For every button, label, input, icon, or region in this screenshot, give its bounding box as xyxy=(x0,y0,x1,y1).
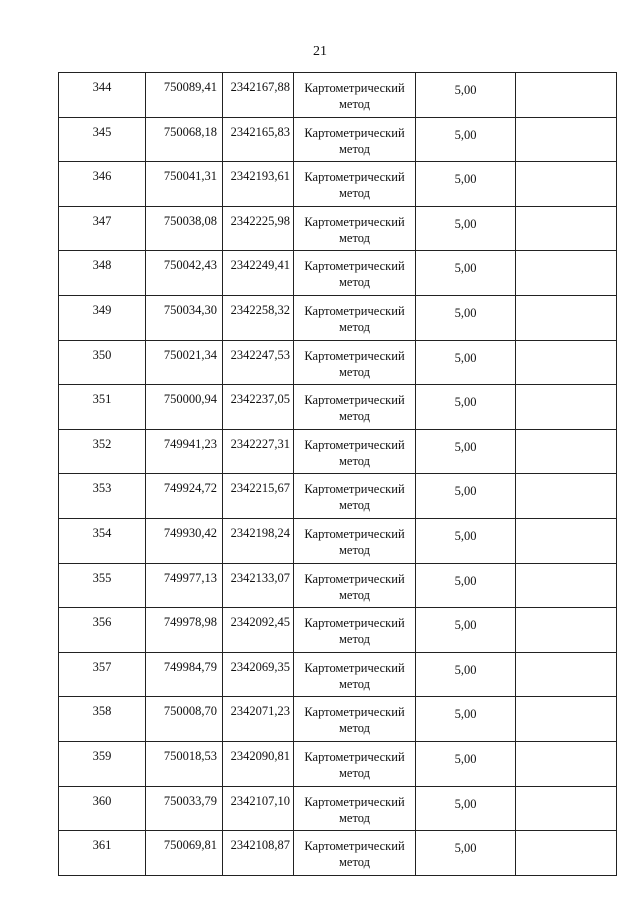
point-number-cell xyxy=(59,741,146,786)
table-row xyxy=(59,429,617,474)
method-cell xyxy=(294,697,416,742)
table-row xyxy=(59,518,617,563)
y-coordinate-cell xyxy=(223,251,294,296)
method-cell xyxy=(294,206,416,251)
x-coordinate-cell-text: 749978,98 xyxy=(163,615,217,630)
y-coordinate-cell xyxy=(223,518,294,563)
x-coordinate-cell xyxy=(146,429,223,474)
y-coordinate-cell xyxy=(223,340,294,385)
precision-cell xyxy=(416,117,516,162)
method-cell xyxy=(294,831,416,876)
x-coordinate-cell xyxy=(146,786,223,831)
x-coordinate-cell xyxy=(146,251,223,296)
x-coordinate-cell xyxy=(146,652,223,697)
x-coordinate-cell xyxy=(146,831,223,876)
y-coordinate-cell-text: 2342249,41 xyxy=(230,258,290,273)
point-number-cell-text: 348 xyxy=(92,258,112,273)
note-cell xyxy=(516,117,617,162)
y-coordinate-cell xyxy=(223,73,294,118)
table-row xyxy=(59,162,617,207)
y-coordinate-cell-text: 2342193,61 xyxy=(230,169,290,184)
y-coordinate-cell xyxy=(223,429,294,474)
y-coordinate-cell-text: 2342133,07 xyxy=(230,570,290,585)
x-coordinate-cell-text: 750021,34 xyxy=(163,347,217,362)
table-row xyxy=(59,117,617,162)
point-number-cell-text: 360 xyxy=(92,793,112,808)
y-coordinate-cell-text: 2342247,53 xyxy=(230,347,290,362)
precision-cell-text: 5,00 xyxy=(454,395,477,410)
y-coordinate-cell xyxy=(223,162,294,207)
point-number-cell xyxy=(59,474,146,519)
point-number-cell xyxy=(59,385,146,430)
table-row xyxy=(59,474,617,519)
x-coordinate-cell xyxy=(146,518,223,563)
note-cell xyxy=(516,206,617,251)
x-coordinate-cell xyxy=(146,697,223,742)
point-number-cell xyxy=(59,786,146,831)
precision-cell xyxy=(416,652,516,697)
note-cell xyxy=(516,697,617,742)
x-coordinate-cell-text: 750042,43 xyxy=(163,258,217,273)
note-cell xyxy=(516,652,617,697)
precision-cell xyxy=(416,385,516,430)
note-cell xyxy=(516,474,617,519)
method-cell xyxy=(294,474,416,519)
method-cell-text: Картометрический метод xyxy=(304,437,405,468)
method-cell-text: Картометрический метод xyxy=(304,393,405,424)
precision-cell xyxy=(416,162,516,207)
method-cell xyxy=(294,652,416,697)
point-number-cell xyxy=(59,295,146,340)
y-coordinate-cell xyxy=(223,831,294,876)
x-coordinate-cell-text: 750038,08 xyxy=(163,213,217,228)
precision-cell-text: 5,00 xyxy=(454,172,477,187)
point-number-cell-text: 358 xyxy=(92,704,112,719)
y-coordinate-cell xyxy=(223,117,294,162)
precision-cell-text: 5,00 xyxy=(454,618,477,633)
note-cell xyxy=(516,786,617,831)
x-coordinate-cell-text: 749977,13 xyxy=(163,570,217,585)
page-number: 21 xyxy=(313,44,327,59)
y-coordinate-cell-text: 2342227,31 xyxy=(230,436,290,451)
method-cell xyxy=(294,251,416,296)
x-coordinate-cell-text: 750018,53 xyxy=(163,748,217,763)
table-row xyxy=(59,251,617,296)
precision-cell xyxy=(416,563,516,608)
note-cell xyxy=(516,162,617,207)
method-cell-text: Картометрический метод xyxy=(304,125,405,156)
table-row xyxy=(59,340,617,385)
precision-cell xyxy=(416,429,516,474)
precision-cell-text: 5,00 xyxy=(454,439,477,454)
x-coordinate-cell xyxy=(146,385,223,430)
x-coordinate-cell xyxy=(146,295,223,340)
x-coordinate-cell xyxy=(146,206,223,251)
precision-cell-text: 5,00 xyxy=(454,796,477,811)
y-coordinate-cell-text: 2342215,67 xyxy=(230,481,290,496)
point-number-cell-text: 355 xyxy=(92,570,112,585)
precision-cell-text: 5,00 xyxy=(454,83,477,97)
table-row xyxy=(59,73,617,118)
precision-cell-text: 5,00 xyxy=(454,751,477,766)
y-coordinate-cell-text: 2342225,98 xyxy=(230,213,290,228)
table-row xyxy=(59,295,617,340)
point-number-cell-text: 350 xyxy=(92,347,112,362)
method-cell-text: Картометрический метод xyxy=(304,170,405,201)
x-coordinate-cell-text: 750068,18 xyxy=(163,124,217,139)
precision-cell-text: 5,00 xyxy=(454,305,477,320)
x-coordinate-cell-text: 750041,31 xyxy=(163,169,217,184)
method-cell xyxy=(294,518,416,563)
method-cell-text: Картометрический метод xyxy=(304,616,405,647)
method-cell xyxy=(294,429,416,474)
y-coordinate-cell xyxy=(223,608,294,653)
precision-cell-text: 5,00 xyxy=(454,261,477,276)
table-row xyxy=(59,786,617,831)
y-coordinate-cell xyxy=(223,697,294,742)
note-cell xyxy=(516,608,617,653)
point-number-cell-text: 354 xyxy=(92,525,112,540)
point-number-cell xyxy=(59,340,146,385)
note-cell xyxy=(516,340,617,385)
y-coordinate-cell-text: 2342258,32 xyxy=(230,302,290,317)
x-coordinate-cell xyxy=(146,608,223,653)
precision-cell xyxy=(416,786,516,831)
x-coordinate-cell xyxy=(146,741,223,786)
point-number-cell-text: 352 xyxy=(92,436,112,451)
coordinates-table-body xyxy=(59,73,617,876)
x-coordinate-cell-text: 749924,72 xyxy=(163,481,217,496)
precision-cell-text: 5,00 xyxy=(454,573,477,588)
point-number-cell-text: 349 xyxy=(92,302,112,317)
method-cell xyxy=(294,295,416,340)
point-number-cell xyxy=(59,429,146,474)
method-cell-text: Картометрический метод xyxy=(304,660,405,691)
precision-cell-text: 5,00 xyxy=(454,216,477,231)
x-coordinate-cell xyxy=(146,162,223,207)
method-cell xyxy=(294,117,416,162)
method-cell-text: Картометрический метод xyxy=(304,303,405,334)
method-cell xyxy=(294,162,416,207)
note-cell xyxy=(516,385,617,430)
y-coordinate-cell-text: 2342071,23 xyxy=(230,704,290,719)
note-cell xyxy=(516,429,617,474)
y-coordinate-cell xyxy=(223,206,294,251)
y-coordinate-cell-text: 2342069,35 xyxy=(230,659,290,674)
precision-cell xyxy=(416,73,516,118)
point-number-cell-text: 351 xyxy=(92,392,112,407)
x-coordinate-cell-text: 750008,70 xyxy=(163,704,217,719)
point-number-cell-text: 361 xyxy=(92,838,112,853)
x-coordinate-cell-text: 750034,30 xyxy=(163,302,217,317)
x-coordinate-cell xyxy=(146,474,223,519)
point-number-cell-text: 353 xyxy=(92,481,112,496)
point-number-cell xyxy=(59,251,146,296)
method-cell xyxy=(294,73,416,118)
y-coordinate-cell xyxy=(223,295,294,340)
point-number-cell xyxy=(59,608,146,653)
method-cell xyxy=(294,608,416,653)
table-row xyxy=(59,385,617,430)
method-cell-text: Картометрический метод xyxy=(304,214,405,245)
method-cell xyxy=(294,385,416,430)
precision-cell xyxy=(416,741,516,786)
method-cell-text: Картометрический метод xyxy=(304,705,405,736)
point-number-cell xyxy=(59,563,146,608)
table-row xyxy=(59,652,617,697)
y-coordinate-cell-text: 2342165,83 xyxy=(230,124,290,139)
method-cell-text: Картометрический метод xyxy=(304,482,405,513)
y-coordinate-cell-text: 2342090,81 xyxy=(230,748,290,763)
precision-cell xyxy=(416,697,516,742)
table-row xyxy=(59,831,617,876)
method-cell xyxy=(294,786,416,831)
point-number-cell-text: 346 xyxy=(92,169,112,184)
y-coordinate-cell-text: 2342167,88 xyxy=(230,80,290,94)
method-cell-text: Картометрический метод xyxy=(304,81,405,111)
x-coordinate-cell xyxy=(146,563,223,608)
point-number-cell-text: 356 xyxy=(92,615,112,630)
x-coordinate-cell-text: 749941,23 xyxy=(163,436,217,451)
method-cell xyxy=(294,563,416,608)
method-cell xyxy=(294,340,416,385)
method-cell-text: Картометрический метод xyxy=(304,259,405,290)
note-cell xyxy=(516,251,617,296)
method-cell-text: Картометрический метод xyxy=(304,794,405,825)
method-cell xyxy=(294,741,416,786)
x-coordinate-cell-text: 750033,79 xyxy=(163,793,217,808)
x-coordinate-cell-text: 749930,42 xyxy=(163,525,217,540)
precision-cell-text: 5,00 xyxy=(454,350,477,365)
table-row xyxy=(59,563,617,608)
point-number-cell-text: 357 xyxy=(92,659,112,674)
point-number-cell xyxy=(59,652,146,697)
note-cell xyxy=(516,563,617,608)
precision-cell xyxy=(416,251,516,296)
note-cell xyxy=(516,295,617,340)
point-number-cell-text: 345 xyxy=(92,124,112,139)
precision-cell-text: 5,00 xyxy=(454,528,477,543)
y-coordinate-cell xyxy=(223,385,294,430)
precision-cell xyxy=(416,474,516,519)
method-cell-text: Картометрический метод xyxy=(304,749,405,780)
point-number-cell-text: 344 xyxy=(92,80,112,94)
precision-cell-text: 5,00 xyxy=(454,662,477,677)
x-coordinate-cell-text: 749984,79 xyxy=(163,659,217,674)
method-cell-text: Картометрический метод xyxy=(304,571,405,602)
table-row xyxy=(59,697,617,742)
y-coordinate-cell xyxy=(223,652,294,697)
precision-cell xyxy=(416,518,516,563)
table-row xyxy=(59,608,617,653)
y-coordinate-cell xyxy=(223,786,294,831)
y-coordinate-cell xyxy=(223,474,294,519)
precision-cell-text: 5,00 xyxy=(454,127,477,142)
method-cell-text: Картометрический метод xyxy=(304,526,405,557)
point-number-cell xyxy=(59,518,146,563)
y-coordinate-cell-text: 2342107,10 xyxy=(230,793,290,808)
x-coordinate-cell xyxy=(146,340,223,385)
y-coordinate-cell-text: 2342237,05 xyxy=(230,392,290,407)
note-cell xyxy=(516,831,617,876)
point-number-cell xyxy=(59,697,146,742)
point-number-cell xyxy=(59,73,146,118)
x-coordinate-cell-text: 750089,41 xyxy=(163,80,217,94)
method-cell-text: Картометрический метод xyxy=(304,348,405,379)
note-cell xyxy=(516,73,617,118)
x-coordinate-cell xyxy=(146,117,223,162)
precision-cell xyxy=(416,608,516,653)
precision-cell xyxy=(416,206,516,251)
method-cell-text: Картометрический метод xyxy=(304,839,405,870)
x-coordinate-cell-text: 750069,81 xyxy=(163,838,217,853)
note-cell xyxy=(516,741,617,786)
y-coordinate-cell-text: 2342198,24 xyxy=(230,525,290,540)
precision-cell xyxy=(416,831,516,876)
note-cell xyxy=(516,518,617,563)
point-number-cell-text: 359 xyxy=(92,748,112,763)
point-number-cell xyxy=(59,162,146,207)
precision-cell xyxy=(416,295,516,340)
point-number-cell xyxy=(59,206,146,251)
precision-cell-text: 5,00 xyxy=(454,484,477,499)
point-number-cell xyxy=(59,831,146,876)
precision-cell-text: 5,00 xyxy=(454,707,477,722)
y-coordinate-cell-text: 2342108,87 xyxy=(230,838,290,853)
x-coordinate-cell-text: 750000,94 xyxy=(163,392,217,407)
x-coordinate-cell xyxy=(146,73,223,118)
coordinates-table xyxy=(58,72,617,876)
precision-cell-text: 5,00 xyxy=(454,841,477,856)
y-coordinate-cell-text: 2342092,45 xyxy=(230,615,290,630)
point-number-cell-text: 347 xyxy=(92,213,112,228)
y-coordinate-cell xyxy=(223,741,294,786)
table-row xyxy=(59,206,617,251)
y-coordinate-cell xyxy=(223,563,294,608)
point-number-cell xyxy=(59,117,146,162)
table-row xyxy=(59,741,617,786)
precision-cell xyxy=(416,340,516,385)
